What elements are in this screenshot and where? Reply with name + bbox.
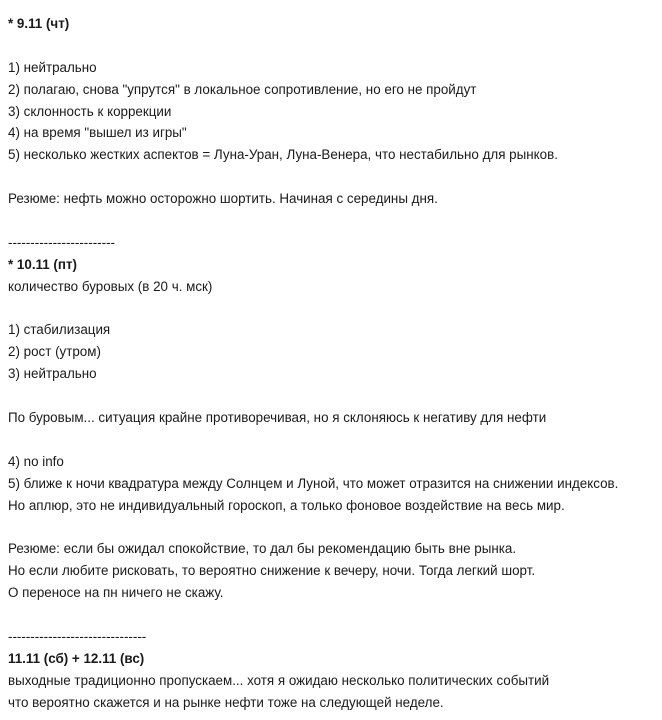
day2-item: Но аплюр, это не индивидуальный гороскоп, а только фоновое воздействие на весь мир.	[8, 497, 565, 513]
spacer	[8, 429, 658, 451]
day1-summary: Резюме: нефть можно осторожно шортить. Начиная с середины дня.	[8, 191, 438, 207]
day1-item: 2) полагаю, снова "упрутся" в локальное сопротивление, но его не пройдут	[8, 81, 477, 97]
spacer	[8, 516, 658, 538]
spacer	[8, 166, 658, 188]
day2-rigs-item: 2) рост (утром)	[8, 344, 101, 360]
day2-summary-line: Но если любите рисковать, то вероятно снижение к вечеру, ночи. Тогда легкий шорт.	[8, 563, 536, 579]
spacer	[8, 298, 658, 320]
day3-line: выходные традиционно пропускаем... хотя я ожидаю несколько политических событий	[8, 672, 550, 688]
separator: -------------------------------	[8, 628, 147, 644]
day2-rigs-item: 3) нейтрально	[8, 366, 97, 382]
day1-item: 5) несколько жестких аспектов = Луна-Уран, Луна-Венера, что нестабильно для рынков.	[8, 147, 558, 163]
day2-subheader: количество буровых (в 20 ч. мск)	[8, 278, 213, 294]
day2-item: 4) no info	[8, 453, 64, 469]
forecast-post	[8, 13, 658, 714]
day2-rigs-item: 1) стабилизация	[8, 322, 111, 338]
spacer	[8, 35, 658, 57]
day3-line: что вероятно скажется и на рынке нефти тоже на следующей неделе.	[8, 694, 444, 710]
day2-summary-line: О переносе на пн ничего не скажу.	[8, 585, 224, 601]
separator: ------------------------	[8, 234, 116, 250]
spacer	[8, 604, 658, 626]
day1-item: 1) нейтрально	[8, 59, 97, 75]
day2-item: 5) ближе к ночи квадратура между Солнцем и Луной, что может отразится на снижении индексов.	[8, 475, 619, 491]
day2-rigs-comment: По буровым... ситуация крайне противоречивая, но я склоняюсь к негативу для нефти	[8, 410, 547, 426]
day1-item: 3) склонность к коррекции	[8, 103, 172, 119]
day2-summary-line: Резюме: если бы ожидал спокойствие, то дал бы рекомендацию быть вне рынка.	[8, 541, 517, 557]
day1-item: 4) на время "вышел из игры"	[8, 125, 187, 141]
day3-header: 11.11 (сб) + 12.11 (вс)	[8, 650, 145, 666]
day1-header: * 9.11 (чт)	[8, 16, 70, 31]
spacer	[8, 210, 658, 232]
spacer	[8, 385, 658, 407]
day2-header: * 10.11 (пт)	[8, 256, 77, 272]
